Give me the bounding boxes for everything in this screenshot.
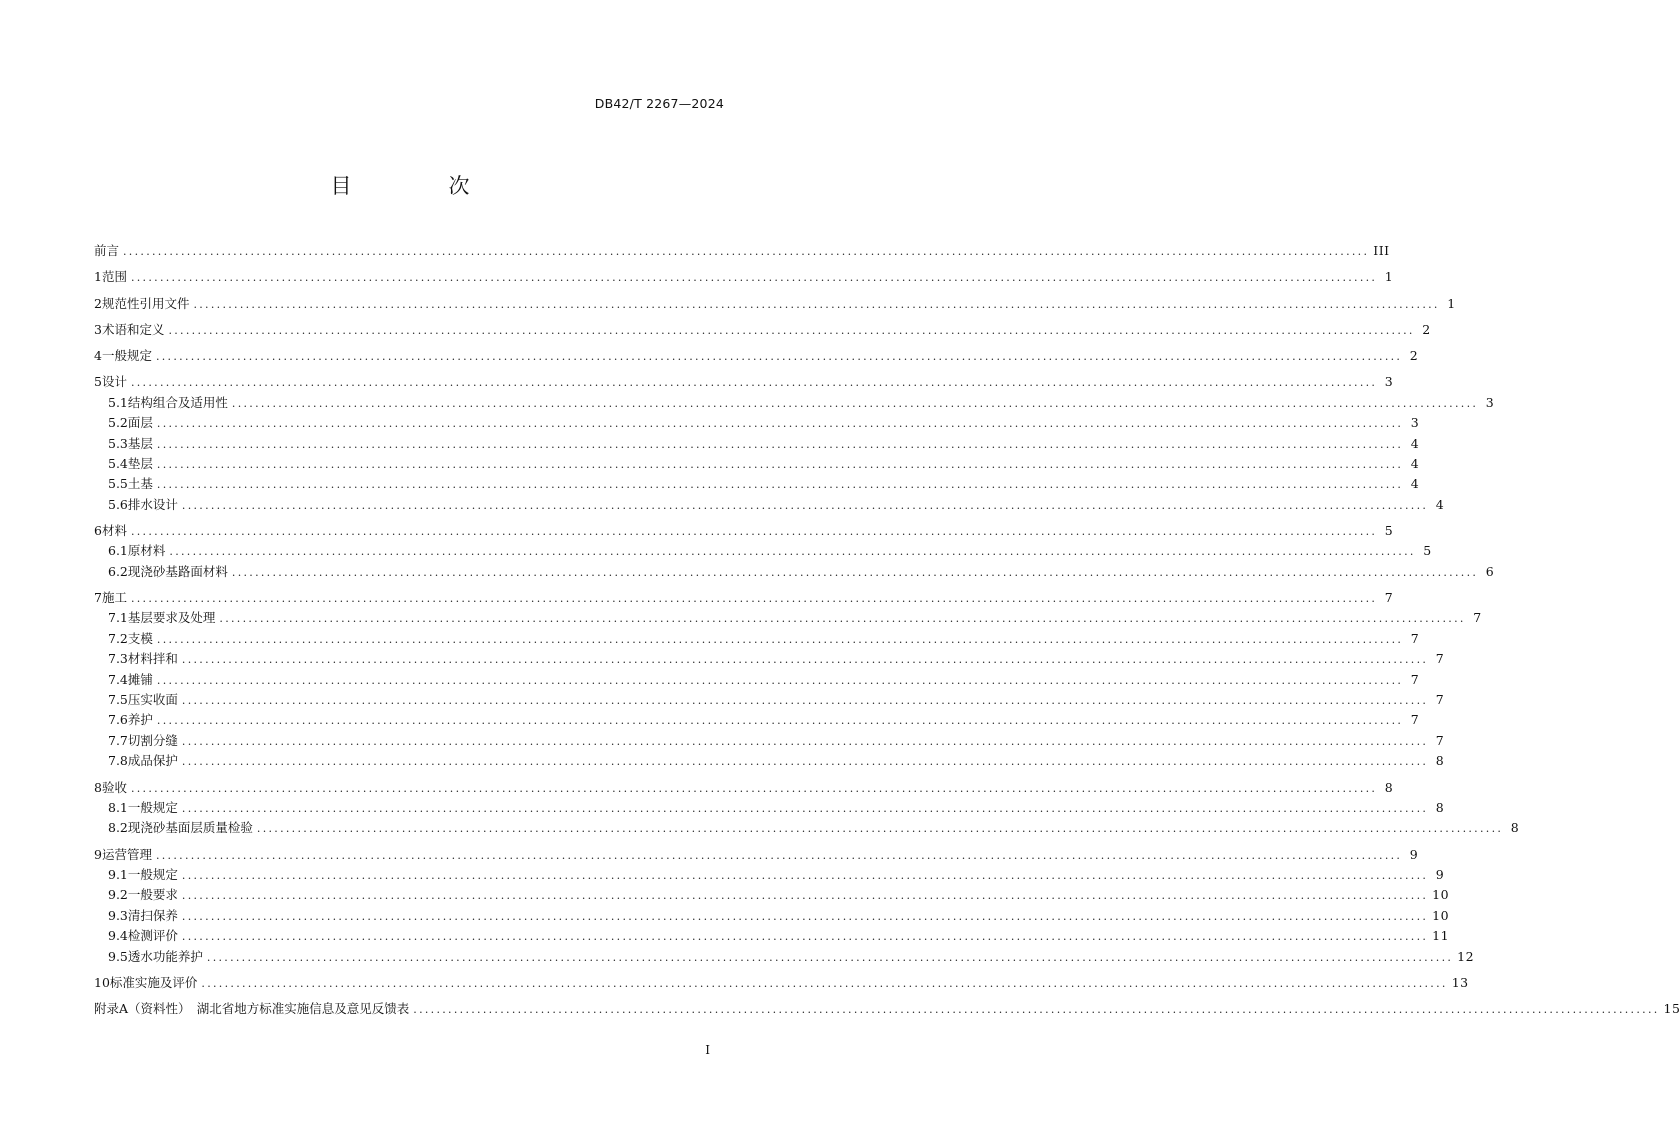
- toc-dot-leader: .......................................................................................................................................................................................................................: [181, 755, 1429, 769]
- toc-entry-number: 8.2: [108, 820, 128, 836]
- toc-entry-number: 2: [94, 295, 102, 311]
- toc-entry-label: 养护: [127, 712, 153, 728]
- toc-entry-number: 5.5: [108, 476, 128, 492]
- toc-entry-page: 1: [1384, 269, 1394, 285]
- toc-entry-number: 5.3: [108, 435, 128, 451]
- toc-entry-label: 术语和定义: [101, 321, 165, 337]
- toc-entry[interactable]: [94, 521, 1394, 541]
- toc-entry-number: 7: [94, 590, 102, 606]
- toc-entry-number: 7.1: [108, 610, 128, 626]
- toc-entry-label: 一般规定: [127, 799, 178, 815]
- toc-entry-label: 施工: [101, 590, 127, 606]
- toc-entry-page: 7: [1410, 712, 1420, 728]
- toc-dot-leader: .......................................................................................................................................................................................................................: [130, 781, 1378, 795]
- toc-entry-page: 9: [1409, 846, 1419, 862]
- toc-entry-number: 6.1: [108, 543, 128, 559]
- toc-entry-label: 排水设计: [127, 496, 178, 512]
- toc-dot-leader: .......................................................................................................................................................................................................................: [130, 376, 1378, 390]
- toc-entry[interactable]: [94, 845, 1419, 865]
- toc-entry-number: 3: [94, 321, 102, 337]
- toc-entry-label: 材料拌和: [127, 651, 178, 667]
- toc-dot-leader: .......................................................................................................................................................................................................................: [231, 565, 1479, 579]
- toc-entry[interactable]: [94, 973, 1469, 993]
- toc-entry[interactable]: [94, 798, 1445, 818]
- toc-entry-number: 5.4: [108, 455, 128, 471]
- toc-dot-leader: .......................................................................................................................................................................................................................: [156, 417, 1404, 431]
- toc-entry-page: 8: [1435, 753, 1445, 769]
- toc-entry-page: 13: [1451, 974, 1469, 990]
- toc-entry-page: 4: [1410, 455, 1420, 471]
- toc-entry-page: 2: [1422, 321, 1431, 337]
- toc-entry[interactable]: [94, 562, 1495, 582]
- toc-entry[interactable]: [94, 346, 1419, 366]
- toc-entry[interactable]: [94, 474, 1420, 494]
- toc-entry-label: 原材料: [127, 543, 166, 559]
- toc-entry-page: 9: [1435, 866, 1445, 882]
- toc-entry-label: 前言: [94, 243, 120, 258]
- toc-dot-leader: .......................................................................................................................................................................................................................: [219, 612, 1466, 626]
- toc-entry-label: 规范性引用文件: [101, 295, 190, 311]
- toc-entry-number: 6.2: [108, 563, 128, 579]
- toc-entry-number: 9: [94, 846, 102, 862]
- toc-entry-page: 8: [1435, 799, 1445, 815]
- toc-entry-page: 4: [1410, 435, 1420, 451]
- toc-dot-leader: .......................................................................................................................................................................................................................: [155, 350, 1403, 364]
- toc-dot-leader: .......................................................................................................................................................................................................................: [413, 1003, 1660, 1017]
- toc-entry-number: 5.1: [108, 394, 128, 410]
- toc-entry-label: 基层: [127, 435, 153, 451]
- toc-entry[interactable]: [94, 241, 1390, 261]
- toc-entry[interactable]: [94, 865, 1445, 885]
- toc-entry-page: 3: [1410, 415, 1420, 431]
- toc-entry-label: 范围: [101, 269, 127, 285]
- toc-dot-leader: .......................................................................................................................................................................................................................: [123, 245, 1370, 258]
- toc-entry[interactable]: [94, 885, 1450, 905]
- toc-entry-number: 5.6: [108, 496, 128, 512]
- toc-dot-leader: .......................................................................................................................................................................................................................: [156, 714, 1404, 728]
- toc-entry[interactable]: [94, 751, 1445, 771]
- toc-entry-label: 压实收面: [127, 692, 178, 708]
- toc-entry-number: 9.3: [108, 907, 128, 923]
- toc-entry-page: 3: [1485, 394, 1495, 410]
- toc-entry-label: 设计: [101, 374, 127, 390]
- toc-entry-label: 垫层: [127, 455, 153, 471]
- toc-entry[interactable]: [94, 629, 1420, 649]
- toc-entry-label: 基层要求及处理: [127, 610, 216, 626]
- toc-entry-number: 9.5: [108, 948, 128, 964]
- toc-entry-page: 7: [1410, 671, 1420, 687]
- toc-entry[interactable]: [94, 413, 1420, 433]
- toc-entry-number: 4: [94, 348, 102, 364]
- table-of-contents: [94, 241, 1680, 1019]
- toc-entry-page: 12: [1457, 948, 1475, 964]
- toc-entry-label: 面层: [127, 415, 153, 431]
- toc-entry-page: 7: [1473, 610, 1482, 626]
- toc-entry-number: 7.8: [108, 753, 128, 769]
- toc-entry-label: 一般规定: [127, 866, 178, 882]
- toc-dot-leader: .......................................................................................................................................................................................................................: [156, 632, 1404, 646]
- toc-entry-number: 9.2: [108, 887, 128, 903]
- toc-entry[interactable]: [94, 588, 1394, 608]
- toc-entry-number: 7.3: [108, 651, 128, 667]
- toc-entry-number: 7.7: [108, 732, 128, 748]
- document-code: DB42/T 2267—2024: [594, 96, 724, 111]
- toc-dot-leader: .......................................................................................................................................................................................................................: [156, 437, 1404, 451]
- toc-entry-label: 清扫保养: [127, 907, 178, 923]
- toc-entry-label: 检测评价: [127, 928, 178, 944]
- toc-entry[interactable]: [94, 434, 1420, 454]
- toc-entry-number: 7.5: [108, 692, 128, 708]
- toc-entry-page: 5: [1423, 543, 1432, 559]
- toc-entry[interactable]: [94, 926, 1450, 946]
- toc-entry[interactable]: [94, 495, 1445, 515]
- toc-dot-leader: .......................................................................................................................................................................................................................: [181, 930, 1429, 944]
- toc-entry-page: 1: [1447, 295, 1456, 311]
- toc-entry-label: 现浇砂基面层质量检验: [127, 820, 253, 836]
- toc-dot-leader: .......................................................................................................................................................................................................................: [201, 976, 1448, 990]
- toc-entry-number: 7.4: [108, 671, 128, 687]
- toc-entry-number: 5: [94, 374, 102, 390]
- toc-dot-leader: .......................................................................................................................................................................................................................: [231, 396, 1479, 410]
- toc-dot-leader: .......................................................................................................................................................................................................................: [181, 868, 1429, 882]
- toc-entry[interactable]: [94, 778, 1394, 798]
- toc-entry-label: 材料: [101, 523, 127, 539]
- toc-entry[interactable]: [94, 947, 1475, 967]
- toc-entry-number: 6: [94, 523, 102, 539]
- toc-dot-leader: .......................................................................................................................................................................................................................: [181, 909, 1429, 923]
- toc-entry-page: 10: [1432, 887, 1450, 903]
- toc-entry[interactable]: [94, 320, 1431, 340]
- toc-entry-number: 9.1: [108, 866, 128, 882]
- toc-entry[interactable]: [94, 393, 1495, 413]
- toc-entry-label: 运营管理: [101, 846, 152, 862]
- toc-entry[interactable]: [94, 608, 1482, 628]
- toc-entry-number: 1: [94, 269, 102, 285]
- toc-entry[interactable]: [94, 999, 1680, 1019]
- toc-entry-page: 3: [1384, 374, 1394, 390]
- toc-entry-page: 8: [1510, 820, 1520, 836]
- toc-entry-page: 6: [1485, 563, 1495, 579]
- toc-entry-page: 2: [1409, 348, 1419, 364]
- toc-entry-page: 8: [1384, 779, 1394, 795]
- toc-entry-label: 切割分缝: [127, 732, 178, 748]
- toc-entry-page: 7: [1435, 732, 1445, 748]
- toc-entry[interactable]: [94, 670, 1420, 690]
- toc-entry-label: 现浇砂基路面材料: [127, 563, 228, 579]
- toc-dot-leader: .......................................................................................................................................................................................................................: [181, 498, 1429, 512]
- toc-entry-number: 8: [94, 779, 102, 795]
- toc-entry-page: 7: [1435, 651, 1445, 667]
- toc-entry-label: 验收: [101, 779, 127, 795]
- toc-dot-leader: .......................................................................................................................................................................................................................: [206, 950, 1454, 964]
- toc-dot-leader: .......................................................................................................................................................................................................................: [130, 525, 1378, 539]
- toc-entry[interactable]: [94, 690, 1445, 710]
- toc-dot-leader: .......................................................................................................................................................................................................................: [130, 592, 1378, 606]
- toc-entry-label: 一般要求: [127, 887, 178, 903]
- toc-entry[interactable]: [94, 906, 1450, 926]
- toc-entry-label: 标准实施及评价: [109, 974, 198, 990]
- toc-entry-page: 10: [1432, 907, 1450, 923]
- toc-entry-label: 成品保护: [127, 753, 178, 769]
- toc-entry-page: 4: [1410, 476, 1420, 492]
- toc-entry-page: 7: [1410, 630, 1420, 646]
- toc-dot-leader: .......................................................................................................................................................................................................................: [130, 271, 1378, 285]
- toc-dot-leader: .......................................................................................................................................................................................................................: [155, 848, 1403, 862]
- toc-entry-page: 7: [1384, 590, 1394, 606]
- toc-entry[interactable]: [94, 818, 1520, 838]
- toc-entry[interactable]: [94, 710, 1420, 730]
- toc-entry-page: 15: [1663, 1001, 1680, 1017]
- toc-entry[interactable]: [94, 294, 1456, 314]
- toc-dot-leader: .......................................................................................................................................................................................................................: [156, 457, 1404, 471]
- toc-entry-label: 结构组合及适用性: [127, 394, 228, 410]
- toc-entry-label: 附录A（资料性） 湖北省地方标准实施信息及意见反馈表: [94, 1001, 410, 1017]
- toc-dot-leader: .......................................................................................................................................................................................................................: [193, 297, 1440, 311]
- toc-entry-page: 11: [1432, 928, 1450, 944]
- page-number: I: [705, 1043, 710, 1057]
- toc-entry-number: 9.4: [108, 928, 128, 944]
- toc-entry[interactable]: [94, 372, 1394, 392]
- toc-entry-label: 一般规定: [101, 348, 152, 364]
- toc-entry-number: 7.6: [108, 712, 128, 728]
- toc-dot-leader: .......................................................................................................................................................................................................................: [181, 694, 1429, 708]
- toc-entry[interactable]: [94, 541, 1432, 561]
- toc-entry[interactable]: [94, 731, 1445, 751]
- toc-dot-leader: .......................................................................................................................................................................................................................: [181, 734, 1429, 748]
- toc-dot-leader: .......................................................................................................................................................................................................................: [181, 653, 1429, 667]
- toc-dot-leader: .......................................................................................................................................................................................................................: [156, 673, 1404, 687]
- toc-entry[interactable]: [94, 649, 1445, 669]
- toc-dot-leader: .......................................................................................................................................................................................................................: [156, 478, 1404, 492]
- toc-entry[interactable]: [94, 267, 1394, 287]
- toc-entry[interactable]: [94, 454, 1420, 474]
- toc-dot-leader: .......................................................................................................................................................................................................................: [168, 323, 1415, 337]
- toc-dot-leader: .......................................................................................................................................................................................................................: [256, 822, 1504, 836]
- toc-entry-number: 8.1: [108, 799, 128, 815]
- toc-entry-label: 摊铺: [127, 671, 153, 687]
- toc-entry-number: 7.2: [108, 630, 128, 646]
- toc-dot-leader: .......................................................................................................................................................................................................................: [169, 545, 1416, 559]
- toc-entry-page: III: [1373, 243, 1390, 258]
- toc-entry-label: 支模: [127, 630, 153, 646]
- toc-entry-label: 土基: [127, 476, 153, 492]
- page-title: 目 次: [330, 174, 508, 198]
- toc-dot-leader: .......................................................................................................................................................................................................................: [181, 801, 1429, 815]
- toc-entry-number: 5.2: [108, 415, 128, 431]
- toc-entry-label: 透水功能养护: [127, 948, 203, 964]
- toc-dot-leader: .......................................................................................................................................................................................................................: [181, 889, 1429, 903]
- toc-entry-page: 5: [1384, 523, 1394, 539]
- toc-entry-page: 7: [1435, 692, 1445, 708]
- toc-entry-page: 4: [1435, 496, 1445, 512]
- toc-entry-number: 10: [94, 974, 110, 990]
